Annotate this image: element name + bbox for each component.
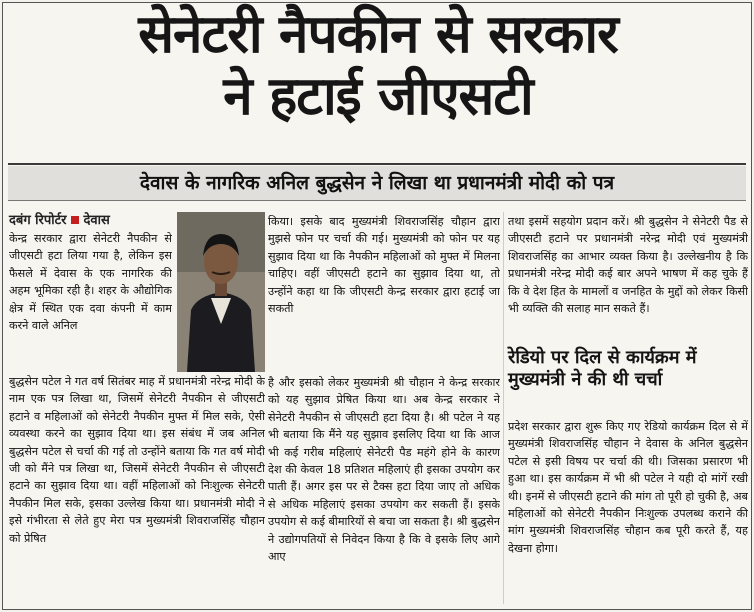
section-subheading: रेडियो पर दिल से कार्यक्रम में मुख्यमंत्री ने की थी चर्चा [508, 347, 697, 390]
red-square-icon [71, 216, 79, 224]
divider-bottom [8, 200, 746, 201]
reporter-name: दबंग रिपोर्टर [9, 213, 67, 228]
headline-line-2: ने हटाई जीएसटी [223, 66, 533, 127]
article-col2-body: है और इसको लेकर मुख्यमंत्री श्री चौहान ने केन्द्र सरकार को यह सुझाव प्रेषित किया था। अब केन्द्र सरकार ने सेनेटरी नैपकीन से जीएसटी हटा दिया है। श्री पटेल ने यह भी बताया कि मैंने यह सुझाव इसलिए दिया था कि आज भी कई गरीब महिलाएं सेनेटरी पैड महंगे होने के कारण देश की केवल 18 प्रतिशत महिलाएं ही इसका उपयोग कर पाती हैं। अगर इस पर से टैक्स हटा दिया जाए तो अधिक से अधिक महिलाएं इसका उपयोग कर सकती हैं। इसके उपयोग से कई बीमारियों से बचा जा सकता है। श्री बुद्धसेन ने उद्योगपतियों से निवेदन किया है कि वे इसके लिए आगे आए [268, 376, 500, 564]
article-col1-intro: केन्द्र सरकार द्वारा सेनेटरी नैपकीन से जीएसटी हटा लिया गया है, लेकिन इस फैसले में देवास के एक नागरिक की अहम भूमिका रही है। शहर के औद्योगिक क्षेत्र में स्थित एक दवा कंपनी में काम करने वाले अनिल [9, 232, 172, 333]
headline-line-1: सेनेटरी नैपकीन से सरकार [138, 4, 618, 65]
article-col4-top: तथा इसमें सहयोग प्रदान करें। श्री बुद्धसेन ने सेनेटरी पैड से जीएसटी हटाने पर प्रधानमंत्री नरेन्द्र मोदी एवं मुख्यमंत्री शिवराजसिंह का आभार व्यक्त किया है। उल्लेखनीय है कि प्रधानमंत्री नरेन्द्र मोदी कई बार अपने भाषण में कह चुके हैं कि वे देश हित के मामलों व जनहित के मुद्दों को लेकर किसी भी व्यक्ति की सलाह मान सकते हैं। [508, 215, 748, 316]
article-col2-top: किया। इसके बाद मुख्यमंत्री शिवराजसिंह चौहान द्वारा मुझसे फोन पर चर्चा की गई। मुख्यमंत्री को फोन पर यह सुझाव दिया था कि नैपकीन महिलाओं को मुफ्त में मिलना चाहिए। वहीं जीएसटी हटाने का सुझाव दिया था, तो उन्होंने कहा था कि जीएसटी केन्द्र सरकार द्वारा हटाई जा सकती [268, 215, 500, 316]
divider-top [8, 163, 746, 165]
dateline-city: देवास [83, 213, 110, 228]
article-col4-bottom: प्रदेश सरकार द्वारा शुरू किए गए रेडियो कार्यक्रम दिल से में मुख्यमंत्री शिवराजसिंह चौहान ने देवास के अनिल बुद्धसेन पटेल से इसी विषय पर चर्चा की थी। जिसका प्रसारण भी हुआ था। इस कार्यक्रम में भी श्री पटेल ने यही दो मांगें रखी थी। इनमें से जीएसटी हटाने की मांग तो पूरी हो चुकी है, अब महिलाओं को सेनेटरी नैपकीन निःशुल्क उपलब्ध कराने की मांग मुख्यमंत्री शिवराजसिंह चौहान कब पूरी करते हैं, यह देखना होगा। [508, 420, 748, 555]
subheadline: देवास के नागरिक अनिल बुद्धसेन ने लिखा था प्रधानमंत्री मोदी को पत्र [8, 166, 746, 200]
column-divider [503, 212, 504, 604]
headline [8, 4, 748, 128]
article-col1-body: बुद्धसेन पटेल ने गत वर्ष सितंबर माह में प्रधानमंत्री नरेन्द्र मोदी के नाम एक पत्र लिखा था, जिसमें सेनेटरी नैपकीन से जीएसटी हटाने व महिलाओं को सेनेटरी नैपकीन मुफ्त में मिल सके, ऐसी व्यवस्था करने का सुझाव दिया था। इस संबंध में जब अनिल बुद्धसेन पटेल से चर्चा की गई तो उन्होंने बताया कि गत वर्ष मोदी जी को मैंने पत्र लिखा था, जिसमें सेनेटरी नैपकीन से जीएसटी हटाने का सुझाव दिया था। वहीं महिलाओं को निःशुल्क सेनेटरी नैपकीन मिल सके, इसका उल्लेख किया था। प्रधानमंत्री मोदी ने इसे गंभीरता से लेते हुए मेरा पत्र मुख्यमंत्री शिवराजसिंह चौहान को प्रेषित [9, 375, 265, 545]
portrait-icon [177, 212, 265, 372]
byline [9, 210, 110, 228]
portrait-photo [177, 212, 265, 372]
